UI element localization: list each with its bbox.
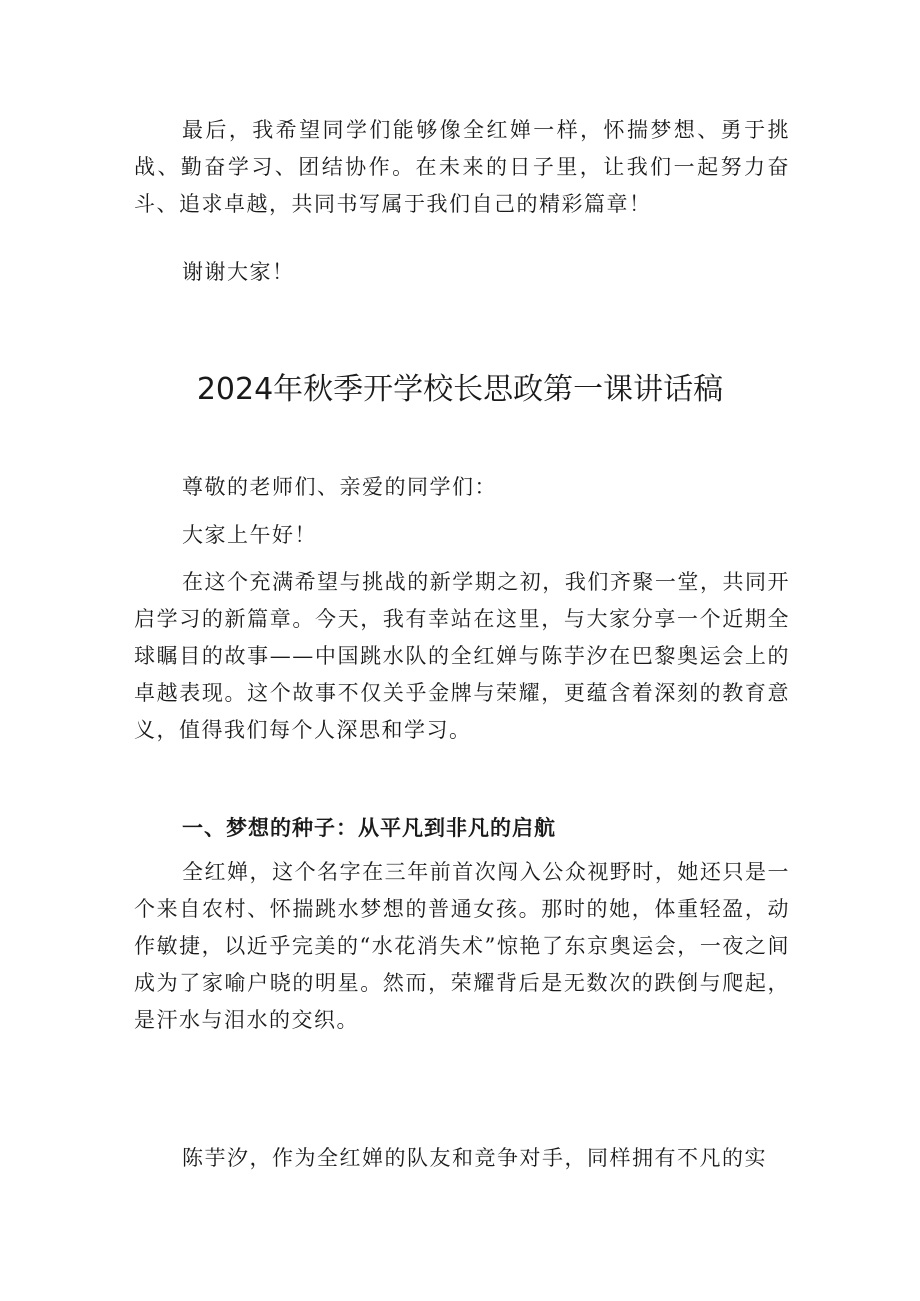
section-1-heading: 一、梦想的种子：从平凡到非凡的启航 [182,816,556,840]
closing-thanks: 谢谢大家！ [182,260,295,284]
page-title: 2024年秋季开学校长思政第一课讲话稿 [196,372,724,407]
hello-line: 大家上午好！ [182,523,317,547]
intro-paragraph: 在这个充满希望与挑战的新学期之初，我们齐聚一堂，共同开启学习的新篇章。今天，我有幸站在这里，与大家分享一个近期全球瞩目的故事——中国跳水队的全红婵与陈芋汐在巴黎奥运会上的卓越表现。这个故事不仅关乎金牌与荣耀，更蕴含着深刻的教育意义，值得我们每个人深思和学习。 [134,570,790,742]
section-2-paragraph-start: 陈芋汐，作为全红婵的队友和竞争对手，同样拥有不凡的实 [182,1146,767,1170]
closing-paragraph: 最后，我希望同学们能够像全红婵一样，怀揣梦想、勇于挑战、勤奋学习、团结协作。在未来的日子里，让我们一起努力奋斗、追求卓越，共同书写属于我们自己的精彩篇章！ [134,118,790,216]
section-1-paragraph: 全红婵，这个名字在三年前首次闯入公众视野时，她还只是一个来自农村、怀揣跳水梦想的普通女孩。那时的她，体重轻盈，动作敏捷，以近乎完美的“水花消失术”惊艳了东京奥运会，一夜之间成为了家喻户晓的明星。然而，荣耀背后是无数次的跌倒与爬起，是汗水与泪水的交织。 [134,860,790,1032]
greeting: 尊敬的老师们、亲爱的同学们： [182,475,497,499]
